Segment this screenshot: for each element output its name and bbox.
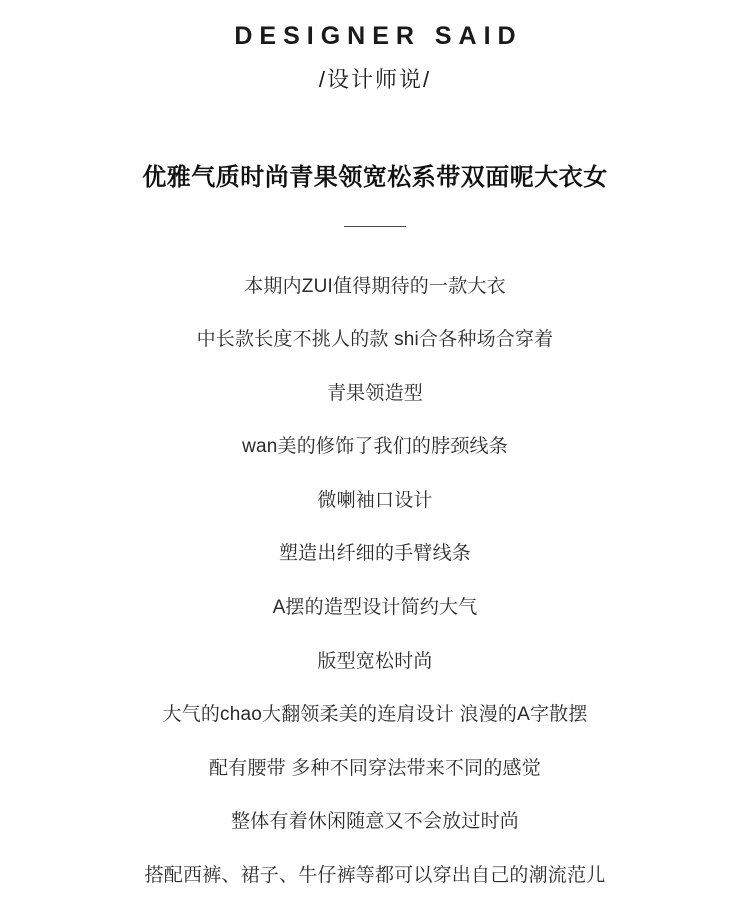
list-item: 微喇袖口设计 bbox=[317, 489, 433, 511]
list-item: A摆的造型设计简约大气 bbox=[272, 596, 478, 618]
list-item: 搭配西裤、裙子、牛仔裤等都可以穿出自己的潮流范儿 bbox=[144, 864, 606, 886]
header-chinese-title: /设计师说/ bbox=[318, 66, 432, 92]
section-header bbox=[0, 0, 750, 97]
list-item: 版型宽松时尚 bbox=[317, 650, 433, 672]
list-item: 本期内ZUI值得期待的一款大衣 bbox=[244, 275, 506, 297]
list-item: 配有腰带 多种不同穿法带来不同的感觉 bbox=[209, 757, 541, 779]
list-item: 大气的chao大翻领柔美的连肩设计 浪漫的A字散摆 bbox=[162, 704, 588, 726]
divider-container bbox=[0, 218, 750, 236]
list-item: 中长款长度不挑人的款 shi合各种场合穿着 bbox=[196, 329, 554, 351]
product-title: 优雅气质时尚青果领宽松系带双面呢大衣女 bbox=[142, 163, 608, 191]
header-english-title: DESIGNER SAID bbox=[234, 22, 523, 50]
list-item: 青果领造型 bbox=[326, 382, 423, 404]
list-item: 塑造出纤细的手臂线条 bbox=[278, 543, 471, 565]
horizontal-divider bbox=[344, 226, 406, 227]
list-item: 整体有着休闲随意又不会放过时尚 bbox=[230, 811, 519, 833]
description-list bbox=[0, 260, 750, 902]
list-item: wan美的修饰了我们的脖颈线条 bbox=[242, 436, 508, 458]
